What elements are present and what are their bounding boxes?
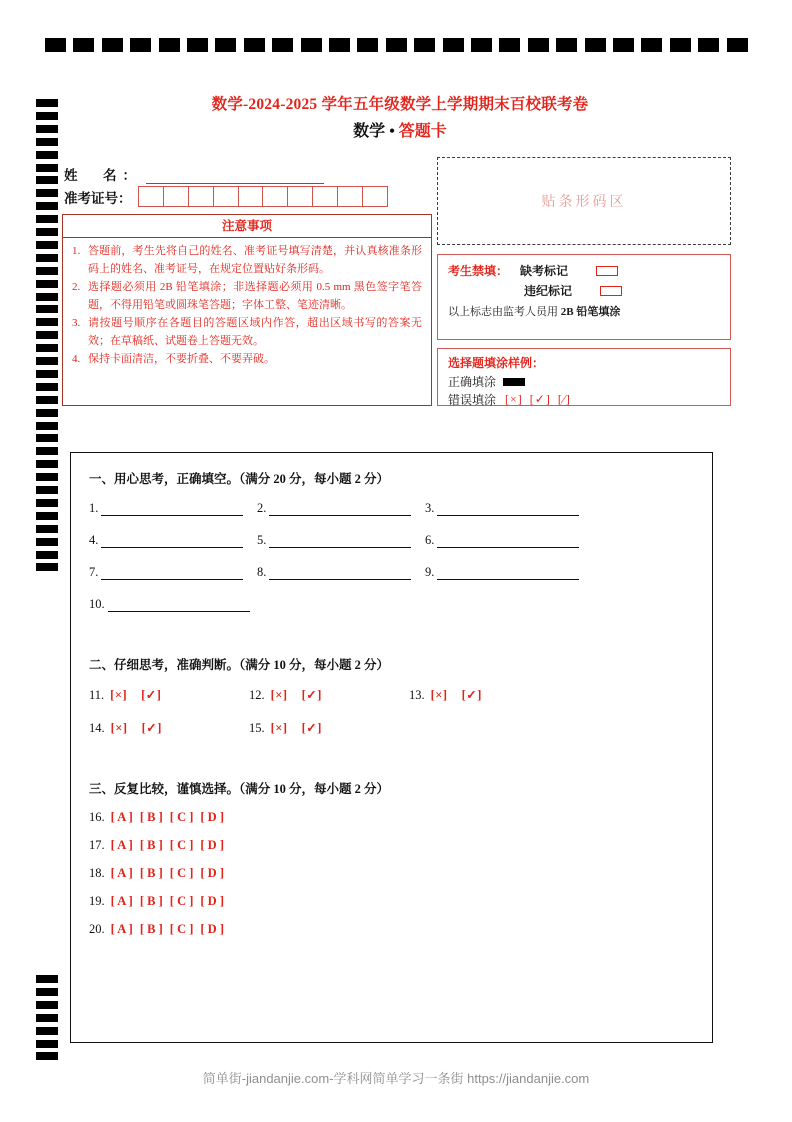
timing-mark [36,434,58,442]
question-number: 15. [249,720,265,735]
violation-mark-checkbox[interactable] [600,286,622,296]
timing-mark [36,1027,58,1035]
fill-blank-item [425,565,579,580]
timing-mark [36,293,58,301]
timing-mark [36,228,58,236]
timing-mark [36,499,58,507]
timing-mark [36,563,58,571]
question-number: 14. [89,720,105,735]
timing-mark [36,486,58,494]
truefalse-option-bubble[interactable]: [×] [270,688,288,702]
question-number: 19. [89,894,105,908]
choice-options [111,810,231,824]
timing-mark [36,318,58,326]
timing-mark [36,280,58,288]
choice-option-bubble[interactable]: [ D ] [200,810,224,824]
timing-mark [36,396,58,404]
timing-mark [414,38,435,52]
timing-mark [36,112,58,120]
question-number: 16. [89,810,105,824]
fill-blank-item [89,533,243,548]
truefalse-row [89,687,482,706]
violation-mark-row [448,282,720,299]
wrong-fill-mark: [∕] [557,392,571,406]
timing-mark [36,176,58,184]
section-one [89,469,435,615]
timing-mark [73,38,94,52]
timing-mark [36,551,58,559]
answer-blank-line[interactable] [437,503,579,516]
truefalse-option-bubble[interactable]: [×] [110,688,128,702]
timing-mark [36,538,58,546]
timing-mark [36,460,58,468]
truefalse-option-bubble[interactable]: [×] [270,721,288,735]
question-number: 8. [257,565,267,579]
question-number: 1. [89,501,99,515]
truefalse-item [249,687,336,703]
choice-option-bubble[interactable]: [ A ] [110,894,133,908]
timing-mark [386,38,407,52]
timing-mark [36,1040,58,1048]
exam-number-box[interactable] [238,186,264,207]
fill-blank-item [425,501,579,516]
notice-item-text: 保持卡面清洁，不要折叠、不要弄破。 [88,353,275,365]
truefalse-option-bubble[interactable]: [✓] [301,721,322,735]
notice-item [72,315,422,350]
answer-blank-line[interactable] [101,567,243,580]
notice-item-text: 答题前，考生先将自己的姓名、准考证号填写清楚，并认真核准条形码上的姓名、准考证号，在规定位置贴好条形码。 [88,245,422,275]
question-number: 18. [89,866,105,880]
subtitle-dot: • [385,123,399,140]
barcode-area-label: 贴条形码区 [541,195,627,210]
truefalse-options [271,720,336,736]
choice-option-bubble[interactable]: [ C ] [169,922,194,936]
timing-mark [36,215,58,223]
absent-mark-label: 缺考标记 [520,264,569,278]
timing-mark [130,38,151,52]
timing-mark [215,38,236,52]
timing-mark [471,38,492,52]
question-number: 17. [89,838,105,852]
choice-option-bubble[interactable]: [ C ] [169,838,194,852]
wrong-fill-mark: [✓] [529,392,551,406]
name-input[interactable] [146,169,324,184]
timing-mark [528,38,549,52]
choice-options [111,866,231,880]
question-number: 6. [425,533,435,547]
exam-number-box[interactable] [287,186,313,207]
section-one-rows [89,501,435,615]
fill-blank-item [89,597,250,612]
correct-fill-label: 正确填涂 [448,375,497,389]
timing-mark [36,370,58,378]
timing-mark [36,383,58,391]
notice-item-number: 4. [72,353,81,365]
section-three-rows [89,810,389,937]
fill-blank-row [89,597,389,615]
fill-blank-item [257,533,411,548]
timing-mark [36,138,58,146]
choice-option-bubble[interactable]: [ A ] [110,922,133,936]
choice-option-bubble[interactable]: [ C ] [169,894,194,908]
choice-options [111,922,231,936]
choice-row [89,810,389,825]
notice-item [72,243,422,278]
question-number: 13. [409,687,425,702]
truefalse-option-bubble[interactable]: [✓] [141,721,162,735]
prohibition-label: 考生禁填： [448,264,509,278]
choice-option-bubble[interactable]: [ C ] [169,810,194,824]
timing-mark [36,525,58,533]
timing-marks-top [0,0,792,60]
timing-mark [36,975,58,983]
wrong-fill-label: 错误填涂 [448,393,497,407]
exam-number-box[interactable] [337,186,363,207]
wrong-fill-row [448,391,720,408]
footer-watermark: 简单街-jiandanjie.com-学科网简单学习一条街 https://jiandanjie.com [202,1071,590,1086]
question-number: 9. [425,565,435,579]
timing-mark [36,254,58,262]
notice-item-text: 请按题号顺序在各题目的答题区域内作答，超出区域书写的答案无效；在草稿纸、试题卷上答题无效。 [88,317,422,347]
timing-mark [36,357,58,365]
exam-number-box[interactable] [262,186,288,207]
choice-option-bubble[interactable]: [ A ] [110,866,133,880]
choice-option-bubble[interactable]: [ B ] [139,866,163,880]
timing-mark [357,38,378,52]
timing-mark [36,473,58,481]
fill-blank-item [257,565,411,580]
choice-options [111,838,231,852]
notice-item [72,351,422,369]
section-one-heading: 一、用心思考，正确填空。（满分 20 分，每小题 2 分） [89,472,390,486]
answer-blank-line[interactable] [269,567,411,580]
choice-row [89,922,389,937]
answer-blank-line[interactable] [101,535,243,548]
question-number: 2. [257,501,267,515]
absent-mark-checkbox[interactable] [596,266,618,276]
answer-blank-line[interactable] [437,567,579,580]
truefalse-options [271,687,336,703]
question-number: 5. [257,533,267,547]
absent-mark-row [448,262,720,279]
timing-mark [641,38,662,52]
choice-option-bubble[interactable]: [ C ] [169,866,194,880]
timing-mark [36,988,58,996]
notice-item-text: 选择题必须用 2B 铅笔填涂；非选择题必须用 0.5 mm 黑色签字笔答题，不得用铅笔或圆珠笔答题；字体工整、笔迹清晰。 [88,281,422,311]
timing-mark [36,344,58,352]
answer-blank-line[interactable] [269,535,411,548]
choice-row [89,866,389,881]
notice-title: 注意事项 [63,215,431,238]
answer-blank-line[interactable] [108,599,250,612]
question-number: 20. [89,922,105,936]
truefalse-option-bubble[interactable]: [×] [110,721,128,735]
choice-row [89,894,389,909]
timing-mark [187,38,208,52]
timing-mark [36,202,58,210]
section-two-rows [89,687,482,739]
question-number: 11. [89,687,105,702]
subtitle-sheet-name: 答题卡 [398,123,447,140]
answer-blank-line[interactable] [101,503,243,516]
fill-blank-row [89,565,435,583]
timing-mark [585,38,606,52]
truefalse-row [89,720,389,739]
timing-mark [36,267,58,275]
truefalse-options [431,687,496,703]
timing-mark [36,241,58,249]
choice-options [111,894,231,908]
timing-mark [36,512,58,520]
timing-mark [443,38,464,52]
question-number: 12. [249,687,265,702]
page-title: 数学-2024-2025 学年五年级数学上学期期末百校联考卷 [211,96,589,113]
question-number: 3. [425,501,435,515]
choice-option-bubble[interactable]: [ B ] [139,894,163,908]
timing-mark [36,305,58,313]
notice-item-number: 1. [72,245,81,257]
truefalse-item [249,720,336,736]
section-three-heading: 三、反复比较，谨慎选择。（满分 10 分，每小题 2 分） [89,782,390,796]
answer-area-box [70,452,713,1043]
timing-mark [670,38,691,52]
correct-fill-row [448,373,720,390]
choice-option-bubble[interactable]: [ A ] [110,810,133,824]
truefalse-option-bubble[interactable]: [×] [430,688,448,702]
timing-mark [36,189,58,197]
timing-mark [36,1014,58,1022]
section-two [89,655,482,739]
name-field-row [64,164,324,184]
fill-sample-title: 选择题填涂样例： [448,356,545,370]
fill-blank-row [89,501,435,519]
exam-number-box[interactable] [163,186,189,207]
choice-option-bubble[interactable]: [ B ] [139,922,163,936]
exam-number-box[interactable] [138,186,164,207]
section-three [89,779,389,937]
timing-mark [102,38,123,52]
prohibition-note [448,303,720,319]
truefalse-option-bubble[interactable]: [✓] [141,688,162,702]
timing-mark [727,38,748,52]
timing-mark [698,38,719,52]
truefalse-options [111,720,176,736]
notice-list [63,238,431,369]
timing-mark [36,422,58,430]
timing-mark [36,125,58,133]
timing-mark [36,164,58,172]
fill-blank-item [257,501,411,516]
answer-blank-line[interactable] [437,535,579,548]
notice-box [62,214,432,406]
exam-number-box[interactable] [188,186,214,207]
exam-number-boxes[interactable] [140,186,388,207]
notice-item [72,279,422,314]
timing-mark [301,38,322,52]
prohibition-box [437,254,731,340]
section-two-heading: 二、仔细思考，准确判断。（满分 10 分，每小题 2 分） [89,658,390,672]
prohibition-note-bold: 2B 铅笔填涂 [560,306,621,318]
timing-mark [159,38,180,52]
timing-mark [499,38,520,52]
prohibition-note-prefix: 以上标志由监考人员用 [448,306,561,318]
truefalse-item [89,720,176,736]
timing-mark [36,1001,58,1009]
answer-blank-line[interactable] [269,503,411,516]
exam-number-box[interactable] [362,186,388,207]
timing-mark [244,38,265,52]
notice-item-number: 2. [72,281,81,293]
timing-mark [36,151,58,159]
question-number: 7. [89,565,99,579]
question-number: 10. [89,597,105,611]
timing-mark [36,447,58,455]
exam-number-row [64,186,388,207]
choice-option-bubble[interactable]: [ A ] [110,838,133,852]
fill-blank-item [425,533,579,548]
choice-option-bubble[interactable]: [ B ] [139,838,163,852]
fill-sample-box [437,348,731,406]
truefalse-item [409,687,496,703]
choice-option-bubble[interactable]: [ D ] [200,866,224,880]
correct-fill-block-icon [503,378,525,386]
timing-mark [329,38,350,52]
exam-number-label: 准考证号： [64,190,132,206]
choice-row [89,838,389,853]
choice-option-bubble[interactable]: [ B ] [139,810,163,824]
sheet-subtitle [60,118,740,141]
truefalse-option-bubble[interactable]: [✓] [301,688,322,702]
timing-marks-left [0,0,60,1122]
timing-mark [36,331,58,339]
choice-option-bubble[interactable]: [ D ] [200,894,224,908]
exam-number-box[interactable] [213,186,239,207]
name-label: 姓 名： [64,168,142,183]
choice-option-bubble[interactable]: [ D ] [200,922,224,936]
timing-mark [272,38,293,52]
truefalse-options [110,687,175,703]
exam-number-box[interactable] [312,186,338,207]
violation-mark-label: 违纪标记 [524,284,573,298]
notice-item-number: 3. [72,317,81,329]
fill-blank-item [89,565,243,580]
timing-mark [36,409,58,417]
fill-blank-item [89,501,243,516]
subtitle-subject: 数学 [353,123,386,140]
truefalse-option-bubble[interactable]: [✓] [461,688,482,702]
truefalse-item [89,687,175,703]
fill-blank-row [89,533,435,551]
timing-mark [36,99,58,107]
choice-option-bubble[interactable]: [ D ] [200,838,224,852]
wrong-fill-marks [505,392,578,407]
wrong-fill-mark: [×] [505,392,523,406]
timing-mark [36,1052,58,1060]
barcode-paste-area [437,157,731,245]
timing-mark [613,38,634,52]
question-number: 4. [89,533,99,547]
timing-mark [556,38,577,52]
